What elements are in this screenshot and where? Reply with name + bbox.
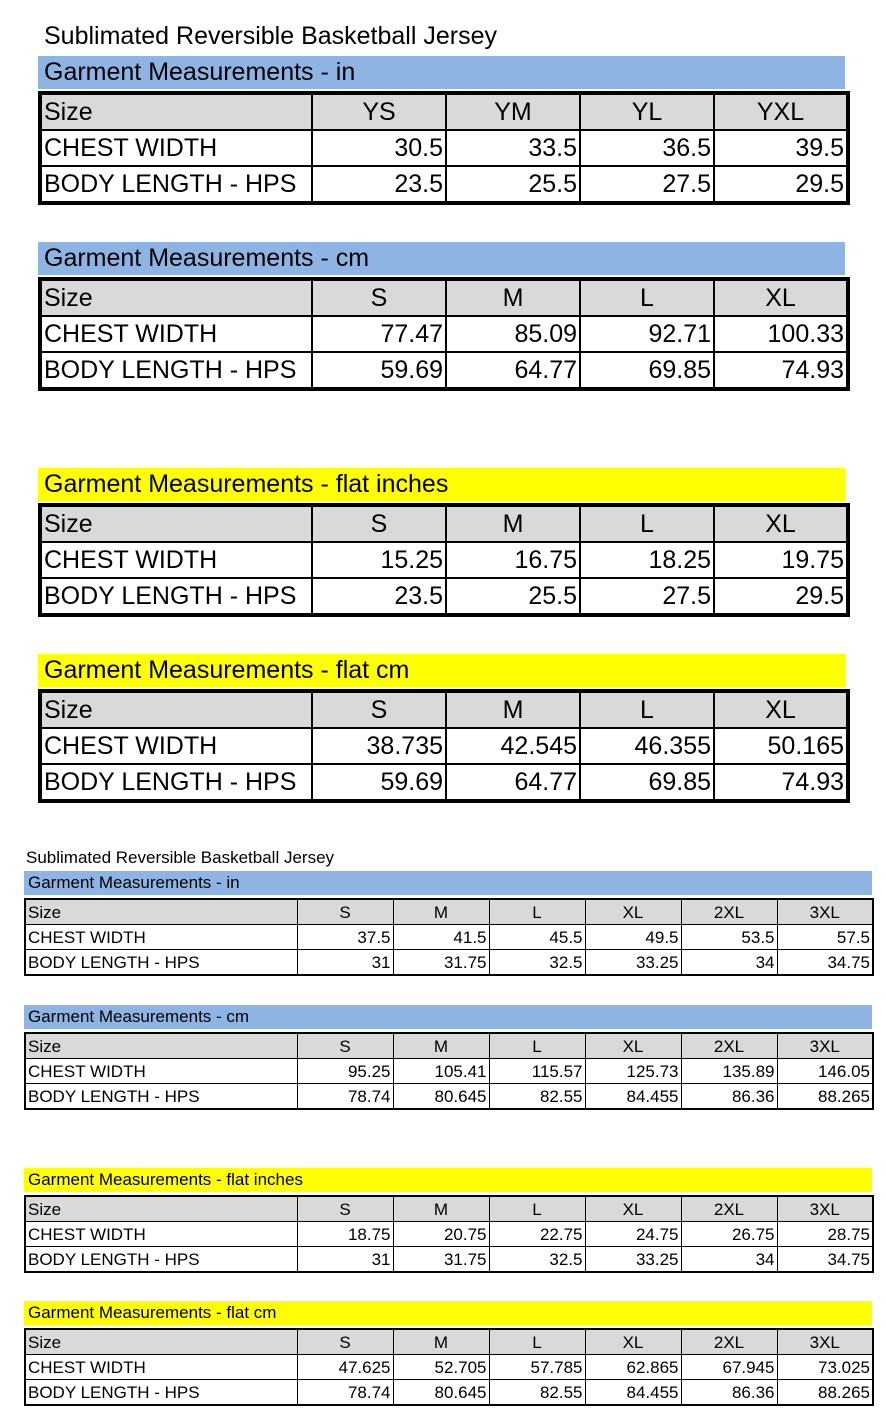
size-col: 2XL <box>681 1196 777 1222</box>
cell-value: 34.75 <box>777 950 873 976</box>
size-col: 2XL <box>681 899 777 925</box>
table-row <box>25 1084 873 1110</box>
size-col: S <box>312 691 446 728</box>
size-col: S <box>297 1196 393 1222</box>
cell-value: 41.5 <box>393 925 489 950</box>
cell-value: 28.75 <box>777 1222 873 1247</box>
cell-value: 59.69 <box>312 352 446 389</box>
cell-value: 105.41 <box>393 1059 489 1084</box>
cell-value: 39.5 <box>714 130 848 166</box>
table-row <box>40 316 848 352</box>
cell-value: 34 <box>681 950 777 976</box>
size-col: 3XL <box>777 899 873 925</box>
small-cm-table <box>24 1032 874 1110</box>
table-header-row <box>25 1329 873 1355</box>
cell-value: 125.73 <box>585 1059 681 1084</box>
size-col: M <box>393 1033 489 1059</box>
size-col: YM <box>446 93 580 130</box>
table-row <box>40 578 848 615</box>
size-col: M <box>446 691 580 728</box>
table-row <box>25 1059 873 1084</box>
cell-value: 31 <box>297 950 393 976</box>
large-cm-heading: Garment Measurements - cm <box>38 242 845 275</box>
cell-value: 69.85 <box>580 764 714 801</box>
cell-value: 73.025 <box>777 1355 873 1380</box>
cell-value: 34.75 <box>777 1247 873 1273</box>
cell-value: 33.25 <box>585 1247 681 1273</box>
cell-value: 135.89 <box>681 1059 777 1084</box>
cell-value: 25.5 <box>446 166 580 203</box>
small-flat-in-table <box>24 1195 874 1273</box>
size-col: M <box>393 899 489 925</box>
size-col: L <box>580 279 714 316</box>
cell-value: 27.5 <box>580 578 714 615</box>
row-label: BODY LENGTH - HPS <box>25 1380 297 1406</box>
cell-value: 57.5 <box>777 925 873 950</box>
size-col: L <box>489 899 585 925</box>
row-label: BODY LENGTH - HPS <box>40 166 312 203</box>
table-row <box>25 925 873 950</box>
large-flat-cm-table <box>38 689 850 803</box>
size-col: L <box>489 1196 585 1222</box>
cell-value: 46.355 <box>580 728 714 764</box>
row-label: CHEST WIDTH <box>25 1355 297 1380</box>
cell-value: 74.93 <box>714 764 848 801</box>
cell-value: 20.75 <box>393 1222 489 1247</box>
table-row <box>40 352 848 389</box>
table-header-row <box>40 93 848 130</box>
cell-value: 18.25 <box>580 542 714 578</box>
cell-value: 26.75 <box>681 1222 777 1247</box>
size-col: XL <box>714 505 848 542</box>
cell-value: 50.165 <box>714 728 848 764</box>
cell-value: 15.25 <box>312 542 446 578</box>
cell-value: 115.57 <box>489 1059 585 1084</box>
size-label: Size <box>40 691 312 728</box>
size-col: XL <box>714 691 848 728</box>
table-row <box>40 130 848 166</box>
cell-value: 38.735 <box>312 728 446 764</box>
size-col: XL <box>585 1033 681 1059</box>
cell-value: 31.75 <box>393 1247 489 1273</box>
cell-value: 29.5 <box>714 166 848 203</box>
table-row <box>40 764 848 801</box>
size-col: YXL <box>714 93 848 130</box>
cell-value: 31 <box>297 1247 393 1273</box>
size-col: M <box>393 1329 489 1355</box>
cell-value: 27.5 <box>580 166 714 203</box>
cell-value: 32.5 <box>489 950 585 976</box>
large-cm-table <box>38 277 850 391</box>
table-row <box>25 1355 873 1380</box>
cell-value: 37.5 <box>297 925 393 950</box>
cell-value: 84.455 <box>585 1380 681 1406</box>
row-label: BODY LENGTH - HPS <box>25 1247 297 1273</box>
table-header-row <box>40 505 848 542</box>
cell-value: 64.77 <box>446 764 580 801</box>
size-col: YL <box>580 93 714 130</box>
cell-value: 80.645 <box>393 1380 489 1406</box>
cell-value: 88.265 <box>777 1380 873 1406</box>
row-label: CHEST WIDTH <box>25 925 297 950</box>
cell-value: 47.625 <box>297 1355 393 1380</box>
size-col: L <box>489 1033 585 1059</box>
size-label: Size <box>25 899 297 925</box>
large-chart-title: Sublimated Reversible Basketball Jersey <box>44 22 497 50</box>
large-in-heading: Garment Measurements - in <box>38 56 845 89</box>
cell-value: 34 <box>681 1247 777 1273</box>
small-flat-cm-table <box>24 1328 874 1406</box>
cell-value: 24.75 <box>585 1222 681 1247</box>
small-in-table <box>24 898 874 976</box>
table-row <box>25 950 873 976</box>
cell-value: 42.545 <box>446 728 580 764</box>
table-row <box>40 542 848 578</box>
cell-value: 59.69 <box>312 764 446 801</box>
row-label: CHEST WIDTH <box>40 130 312 166</box>
size-col: 3XL <box>777 1329 873 1355</box>
size-col: XL <box>585 899 681 925</box>
table-row <box>40 166 848 203</box>
large-flat-in-heading: Garment Measurements - flat inches <box>38 468 845 501</box>
table-header-row <box>40 691 848 728</box>
size-col: S <box>312 505 446 542</box>
cell-value: 69.85 <box>580 352 714 389</box>
cell-value: 52.705 <box>393 1355 489 1380</box>
table-row <box>25 1380 873 1406</box>
cell-value: 49.5 <box>585 925 681 950</box>
cell-value: 57.785 <box>489 1355 585 1380</box>
cell-value: 23.5 <box>312 166 446 203</box>
size-col: M <box>446 279 580 316</box>
size-label: Size <box>40 279 312 316</box>
cell-value: 25.5 <box>446 578 580 615</box>
cell-value: 32.5 <box>489 1247 585 1273</box>
small-cm-heading: Garment Measurements - cm <box>24 1005 872 1029</box>
size-col: M <box>446 505 580 542</box>
cell-value: 45.5 <box>489 925 585 950</box>
table-header-row <box>25 1033 873 1059</box>
cell-value: 95.25 <box>297 1059 393 1084</box>
small-chart-title: Sublimated Reversible Basketball Jersey <box>26 848 335 867</box>
cell-value: 64.77 <box>446 352 580 389</box>
size-label: Size <box>40 93 312 130</box>
table-row <box>25 1247 873 1273</box>
size-col: L <box>489 1329 585 1355</box>
size-col: M <box>393 1196 489 1222</box>
table-header-row <box>25 899 873 925</box>
cell-value: 82.55 <box>489 1380 585 1406</box>
size-col: S <box>297 899 393 925</box>
cell-value: 29.5 <box>714 578 848 615</box>
size-col: S <box>297 1033 393 1059</box>
cell-value: 36.5 <box>580 130 714 166</box>
size-col: S <box>312 279 446 316</box>
size-col: 2XL <box>681 1329 777 1355</box>
size-col: L <box>580 691 714 728</box>
row-label: CHEST WIDTH <box>25 1059 297 1084</box>
row-label: BODY LENGTH - HPS <box>40 352 312 389</box>
row-label: CHEST WIDTH <box>40 542 312 578</box>
large-in-table <box>38 91 850 205</box>
row-label: BODY LENGTH - HPS <box>25 1084 297 1110</box>
cell-value: 33.25 <box>585 950 681 976</box>
cell-value: 18.75 <box>297 1222 393 1247</box>
cell-value: 62.865 <box>585 1355 681 1380</box>
cell-value: 23.5 <box>312 578 446 615</box>
large-flat-in-table <box>38 503 850 617</box>
row-label: CHEST WIDTH <box>40 728 312 764</box>
row-label: BODY LENGTH - HPS <box>40 578 312 615</box>
size-col: 3XL <box>777 1196 873 1222</box>
cell-value: 31.75 <box>393 950 489 976</box>
cell-value: 16.75 <box>446 542 580 578</box>
row-label: CHEST WIDTH <box>40 316 312 352</box>
cell-value: 22.75 <box>489 1222 585 1247</box>
size-col: L <box>580 505 714 542</box>
large-flat-cm-heading: Garment Measurements - flat cm <box>38 654 845 687</box>
cell-value: 30.5 <box>312 130 446 166</box>
size-col: XL <box>585 1196 681 1222</box>
row-label: CHEST WIDTH <box>25 1222 297 1247</box>
cell-value: 86.36 <box>681 1084 777 1110</box>
table-row <box>40 728 848 764</box>
cell-value: 77.47 <box>312 316 446 352</box>
small-flat-in-heading: Garment Measurements - flat inches <box>24 1168 872 1192</box>
size-col: 3XL <box>777 1033 873 1059</box>
cell-value: 100.33 <box>714 316 848 352</box>
table-row <box>25 1222 873 1247</box>
small-flat-cm-heading: Garment Measurements - flat cm <box>24 1301 872 1325</box>
size-col: 2XL <box>681 1033 777 1059</box>
cell-value: 67.945 <box>681 1355 777 1380</box>
size-col: XL <box>714 279 848 316</box>
size-col: YS <box>312 93 446 130</box>
cell-value: 86.36 <box>681 1380 777 1406</box>
cell-value: 78.74 <box>297 1084 393 1110</box>
size-label: Size <box>25 1329 297 1355</box>
cell-value: 74.93 <box>714 352 848 389</box>
cell-value: 146.05 <box>777 1059 873 1084</box>
small-in-heading: Garment Measurements - in <box>24 871 872 895</box>
table-header-row <box>40 279 848 316</box>
row-label: BODY LENGTH - HPS <box>25 950 297 976</box>
size-col: XL <box>585 1329 681 1355</box>
cell-value: 88.265 <box>777 1084 873 1110</box>
size-label: Size <box>25 1033 297 1059</box>
cell-value: 78.74 <box>297 1380 393 1406</box>
cell-value: 80.645 <box>393 1084 489 1110</box>
size-label: Size <box>25 1196 297 1222</box>
cell-value: 53.5 <box>681 925 777 950</box>
size-label: Size <box>40 505 312 542</box>
cell-value: 92.71 <box>580 316 714 352</box>
cell-value: 33.5 <box>446 130 580 166</box>
cell-value: 84.455 <box>585 1084 681 1110</box>
cell-value: 82.55 <box>489 1084 585 1110</box>
table-header-row <box>25 1196 873 1222</box>
size-col: S <box>297 1329 393 1355</box>
row-label: BODY LENGTH - HPS <box>40 764 312 801</box>
cell-value: 85.09 <box>446 316 580 352</box>
cell-value: 19.75 <box>714 542 848 578</box>
